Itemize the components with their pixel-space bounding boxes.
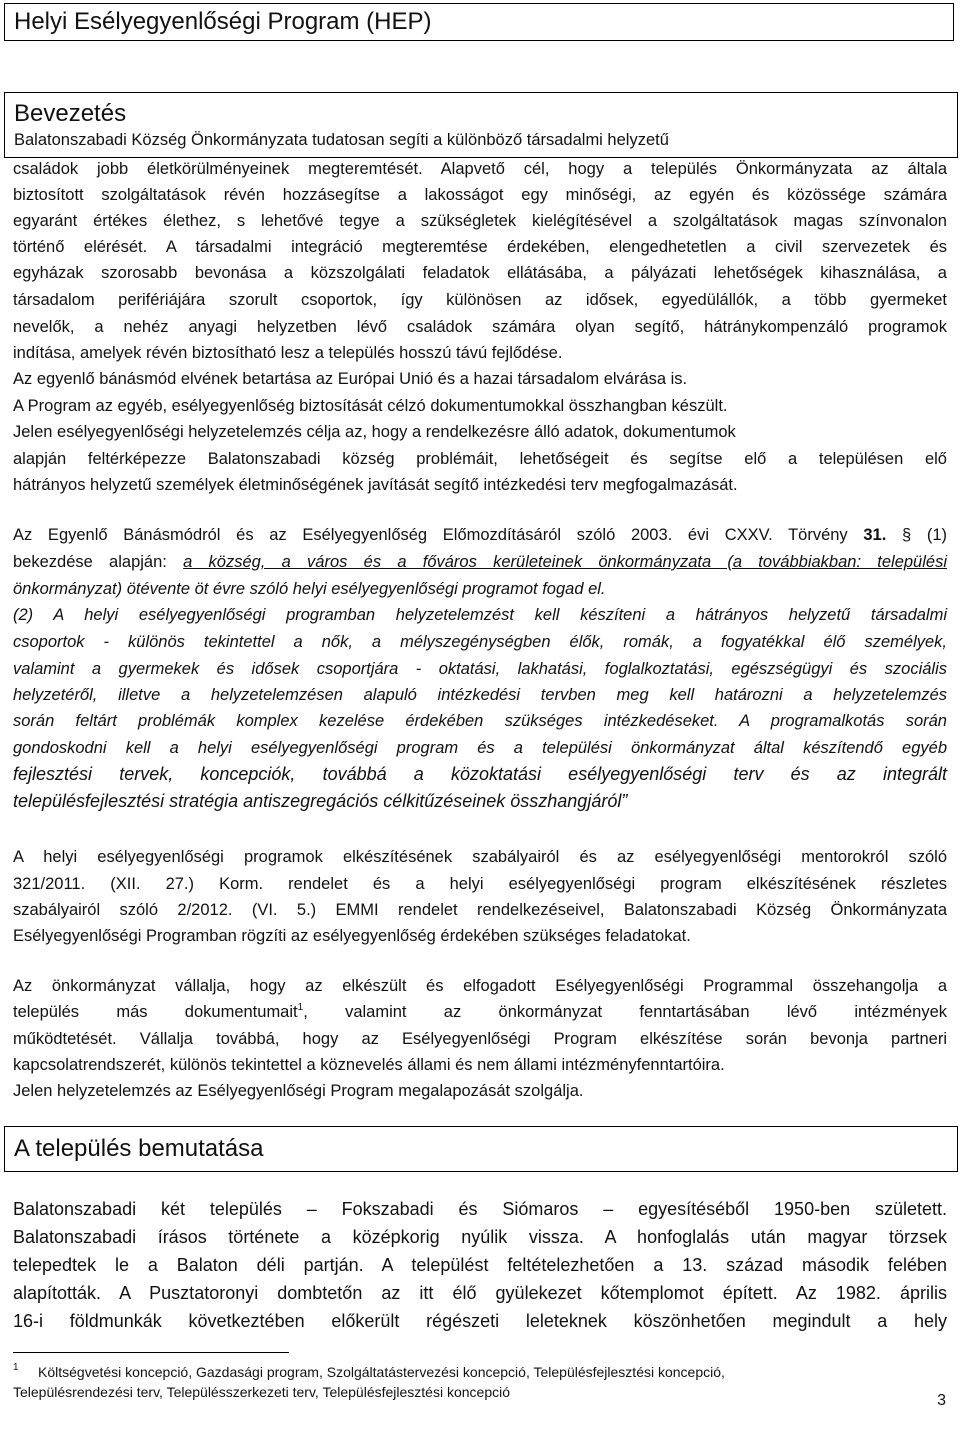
footnote-reference[interactable]: 1: [297, 1002, 304, 1013]
footnote-mark: 1: [13, 1362, 19, 1373]
page-number: 3: [937, 1392, 946, 1409]
settlement-line: 16-i földmunkák következtében előkerült régészeti leleteknek köszönhetően megindult a hely: [13, 1311, 947, 1331]
commitment-line: Az önkormányzat vállalja, hogy az elkészült és elfogadott Esélyegyenlőségi Programmal összehangolja a: [13, 977, 947, 995]
law-quote-line: önkormányzat) ötévente öt évre szóló helyi esélyegyenlőségi programot fogad el.: [13, 580, 606, 598]
settlement-line: telepedtek le a Balaton déli partján. A települést feltételezhetően a 13. század második felében: [13, 1255, 947, 1275]
intro-line: családok jobb életkörülményeinek megteremtését. Alapvető cél, hogy a település Önkormányzata az általa: [13, 160, 947, 178]
regulation-line: 321/2011. (XII. 27.) Korm. rendelet és a helyi esélyegyenlőségi program elkészítésének részletes: [13, 875, 947, 893]
intro-line: történő elérését. A társadalmi integráció megteremtése érdekében, elengedhetetlen a civil szervezetek és: [13, 238, 947, 256]
law-text: Az Egyenlő Bánásmódról és az Esélyegyenlőség Előmozdításáról szóló 2003. évi CXXV. Törvény: [13, 526, 864, 544]
law-quote-line: valamint a gyermekek és idősek csoportjára - oktatási, lakhatási, foglalkoztatási, egészségügyi és szociális: [13, 660, 947, 678]
regulation-line: Esélyegyenlőségi Programban rögzíti az esélyegyenlőség érdekében szükséges feladatokat.: [13, 927, 691, 945]
document-title: Helyi Esélyegyenlőségi Program (HEP): [4, 3, 954, 41]
intro-box-line: Balatonszabadi Község Önkormányzata tudatosan segíti a különböző társadalmi helyzetű: [14, 131, 669, 149]
law-paragraph-number: 31.: [863, 526, 887, 544]
commitment-line: működtetését. Vállalja továbbá, hogy az Esélyegyenlőségi Program elkészítése során bevonja partneri: [13, 1030, 947, 1048]
intro-line: Az egyenlő bánásmód elvének betartása az Európai Unió és a hazai társadalom elvárása is.: [13, 370, 688, 388]
settlement-section-box: [4, 1126, 958, 1172]
intro-line: biztosított szolgáltatások révén hozzásegítse a lakosságot egy minőségi, az egyén és közössége számára: [13, 186, 947, 204]
intro-line: indítása, amelyek révén biztosítható lesz a település hosszú távú fejlődése.: [13, 344, 563, 362]
footnote: [13, 1362, 947, 1382]
intro-line: egyházak szorosabb bevonása a közszolgálati feladatok ellátásába, a pályázati lehetőségek kihasználása, a: [13, 264, 947, 282]
commitment-line: Jelen helyzetelemzés az Esélyegyenlőségi Program megalapozását szolgálja.: [13, 1082, 584, 1100]
law-quote-line: településfejlesztési stratégia antiszegregációs célkitűzéseinek összhangjáról”: [13, 791, 628, 811]
law-quote-line: helyzetéről, illetve a helyzetelemzésen alapuló intézkedési tervben meg kell határozni a helyzetelemzés: [13, 686, 947, 704]
commitment-text: település más dokumentumait: [13, 1003, 298, 1021]
law-quote-line: fejlesztési tervek, koncepciók, továbbá a közoktatási esélyegyenlőségi terv és az integrált: [13, 764, 947, 784]
settlement-line: Balatonszabadi írásos története a középkorig nyúlik vissza. A honfoglalás után magyar törzsek: [13, 1227, 947, 1247]
intro-line: A Program az egyéb, esélyegyenlőség biztosítását célzó dokumentumokkal összhangban készült.: [13, 397, 728, 415]
intro-line: hátrányos helyzetű személyek életminőségének javítását segítő intézkedési terv megfogalmazását.: [13, 476, 738, 494]
settlement-line: Balatonszabadi két település – Fokszabadi és Siómaros – egyesítéséből 1950-ben született.: [13, 1199, 947, 1219]
commitment-line: [13, 999, 947, 1025]
settlement-line: alapították. A Pusztatoronyi dombtetőn az itt élő gyülekezet kőtemplomot épített. Az 1982. április: [13, 1283, 947, 1303]
intro-heading: Bevezetés: [14, 100, 127, 127]
footnote-separator: [13, 1352, 289, 1353]
commitment-line: kapcsolatrendszerét, különös tekintettel a köznevelés állami és nem állami intézményfenntartóira.: [13, 1056, 725, 1074]
law-text: § (1): [886, 526, 947, 544]
commitment-text: , valamint az önkormányzat fenntartásában lévő intézmények: [303, 1003, 948, 1021]
law-line: [13, 549, 947, 575]
regulation-line: A helyi esélyegyenlőségi programok elkészítésének szabályairól és az esélyegyenlőségi mentorokról szóló: [13, 848, 947, 866]
law-text: bekezdése alapján:: [13, 553, 184, 571]
law-quote-line: során feltárt problémák komplex kezelése érdekében szükséges intézkedéseket. A programalkotás során: [13, 712, 947, 730]
law-quote: a község, a város és a főváros kerületeinek önkormányzata (a továbbiakban: települési: [183, 553, 947, 571]
law-quote-line: gondoskodni kell a helyi esélyegyenlőségi program és a települési önkormányzat által készítendő egyéb: [13, 739, 947, 757]
settlement-heading: A település bemutatása: [14, 1135, 264, 1162]
intro-section-box: [4, 92, 958, 158]
intro-line: nevelők, a nehéz anyagi helyzetben lévő családok számára olyan segítő, hátránykompenzáló programok: [13, 318, 947, 336]
intro-line: alapján feltérképezze Balatonszabadi község problémáit, lehetőségeit és segítse elő a településen elő: [13, 450, 947, 468]
regulation-line: szabályairól szóló 2/2012. (VI. 5.) EMMI rendelet rendelkezéseivel, Balatonszabadi Község Önkormányzata: [13, 901, 947, 919]
footnote-text: Költségvetési koncepció, Gazdasági program, Szolgáltatástervezési koncepció, Településfejlesztési koncepció,: [38, 1364, 725, 1380]
law-line: [13, 522, 947, 548]
footnote-text-line: Településrendezési terv, Településszerkezeti terv, Településfejlesztési koncepció: [13, 1384, 511, 1400]
intro-line: Jelen esélyegyenlőségi helyzetelemzés célja az, hogy a rendelkezésre álló adatok, dokumentumok: [13, 423, 736, 441]
law-quote-line: (2) A helyi esélyegyenlőségi programban helyzetelemzést kell készíteni a hátrányos helyzetű társadalmi: [13, 606, 947, 624]
intro-line: társadalom perifériájára szorult csoportok, így különösen az idősek, egyedülállók, a több gyermeket: [13, 291, 947, 309]
law-quote-line: csoportok - különös tekintettel a nők, a mélyszegénységben élők, romák, a fogyatékkal élő személyek,: [13, 633, 947, 651]
intro-line: egyaránt értékes élethez, s lehetővé tegye a szükségletek kielégítésével a szolgáltatások magas színvonalon: [13, 212, 947, 230]
